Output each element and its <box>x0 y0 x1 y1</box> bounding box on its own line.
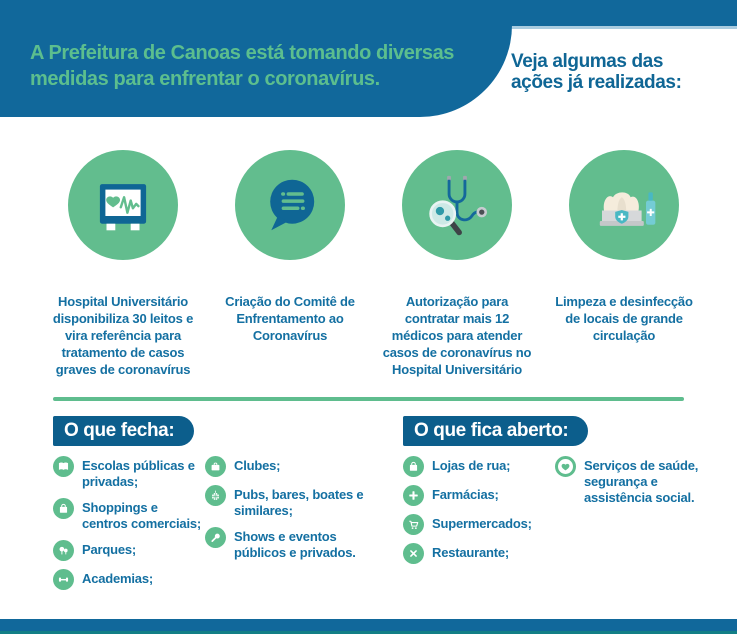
list-item <box>53 569 205 590</box>
action-comite <box>211 150 369 378</box>
list-item <box>403 456 555 477</box>
disco-ball-icon <box>205 485 226 506</box>
list-item-label: Farmácias; <box>432 487 499 502</box>
closed-section-title: O que fecha: <box>53 416 194 446</box>
wipes-sanitizer-icon <box>569 150 679 260</box>
list-item-label: Serviços de saúde, segurança e assistência social. <box>584 458 699 505</box>
open-section-title: O que fica aberto: <box>403 416 588 446</box>
page-title <box>30 40 454 92</box>
book-icon <box>53 456 74 477</box>
magnifier-stethoscope-icon <box>402 150 512 260</box>
chat-bubble-icon <box>235 150 345 260</box>
list-item <box>205 485 370 519</box>
medical-cross-icon <box>403 485 424 506</box>
list-item <box>555 456 720 506</box>
callout-line1: Veja algumas das <box>511 51 664 72</box>
briefcase-icon <box>205 456 226 477</box>
utensils-icon <box>403 543 424 564</box>
heart-icon <box>555 456 576 477</box>
open-list-col2 <box>555 456 720 572</box>
action-caption: Criação do Comitê de Enfrentamento ao Coronavírus <box>225 294 355 343</box>
section-divider <box>53 397 684 401</box>
list-item-label: Parques; <box>82 542 137 557</box>
action-caption: Limpeza e desinfecção de locais de grande circulação <box>555 294 693 343</box>
list-item-label: Restaurante; <box>432 545 510 560</box>
footer-blue-strip <box>0 619 737 631</box>
list-item-label: Pubs, bares, boates e similares; <box>234 487 364 518</box>
header-top-strip <box>492 0 737 29</box>
callout-line2: ações já realizadas: <box>511 72 682 93</box>
header-banner <box>0 0 512 117</box>
actions-row <box>44 150 703 378</box>
shopping-bag-icon <box>53 498 74 519</box>
list-item-label: Clubes; <box>234 458 281 473</box>
list-item-label: Shoppings e centros comerciais; <box>82 500 202 531</box>
list-item <box>53 540 205 561</box>
list-item <box>205 527 370 561</box>
heart-monitor-icon <box>68 150 178 260</box>
shopping-bag-icon <box>403 456 424 477</box>
action-limpeza <box>545 150 703 378</box>
callout-heading <box>511 51 682 93</box>
shopping-cart-icon <box>403 514 424 535</box>
action-hospital <box>44 150 202 378</box>
open-lists <box>403 456 737 572</box>
closed-list-col1 <box>53 456 205 598</box>
list-item <box>403 485 555 506</box>
action-caption: Hospital Universitário disponibiliza 30 leitos e vira referência para tratamento de casos graves de coronavírus <box>52 294 194 377</box>
list-item <box>53 498 205 532</box>
list-item-label: Academias; <box>82 571 153 586</box>
dumbbell-icon <box>53 569 74 590</box>
list-item-label: Supermercados; <box>432 516 532 531</box>
microphone-icon <box>205 527 226 548</box>
closed-section <box>53 416 383 598</box>
closed-list-col2 <box>205 456 370 598</box>
footer-bar <box>0 619 737 634</box>
trees-icon <box>53 540 74 561</box>
list-item <box>53 456 205 490</box>
list-item-label: Escolas públicas e privadas; <box>82 458 195 489</box>
list-item <box>403 514 555 535</box>
list-item-label: Lojas de rua; <box>432 458 511 473</box>
open-list-col1 <box>403 456 555 572</box>
list-item <box>403 543 555 564</box>
list-item <box>205 456 370 477</box>
action-medicos <box>378 150 536 378</box>
closed-lists <box>53 456 383 598</box>
page-title-line1: A Prefeitura de Canoas está tomando diversas <box>30 42 455 64</box>
open-section <box>403 416 737 572</box>
action-caption: Autorização para contratar mais 12 médicos para atender casos de coronavírus no Hospital Universitário <box>382 294 532 377</box>
list-item-label: Shows e eventos públicos e privados. <box>234 529 356 560</box>
page-title-line2: medidas para enfrentar o coronavírus. <box>30 68 380 90</box>
